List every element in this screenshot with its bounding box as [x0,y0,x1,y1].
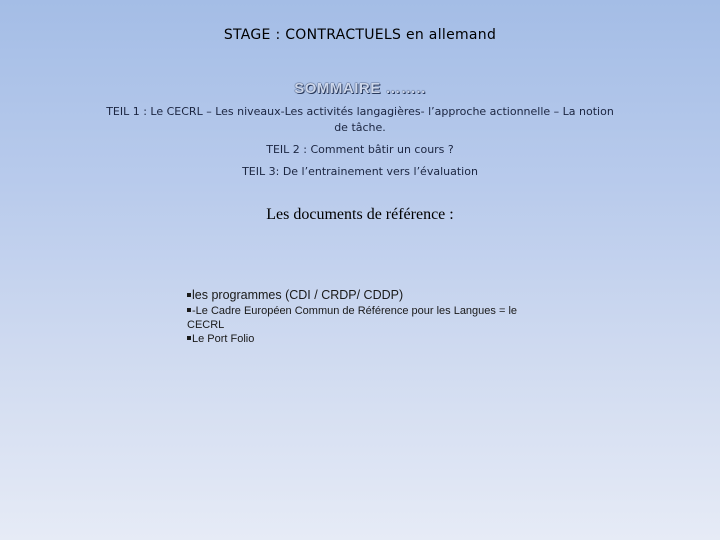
square-bullet-icon [187,293,191,297]
documents-heading: Les documents de référence : [266,206,454,223]
sommaire-heading: SOMMAIRE …….. [294,80,426,97]
slide-title: STAGE : CONTRACTUELS en allemand [223,27,497,43]
reference-text: Le Port Folio [192,333,255,345]
reference-text: -Le Cadre Européen Commun de Référence pour les Langues = le CECRL [187,305,518,331]
toc-item-teil-3: TEIL 3: De l’entrainement vers l’évaluation [242,165,478,178]
table-of-contents [100,104,620,180]
square-bullet-icon [187,336,191,340]
toc-item-teil-2: TEIL 2 : Comment bâtir un cours ? [266,143,454,156]
reference-item-cecrl [187,304,547,332]
reference-text: les programmes (CDI / CRDP/ CDDP) [192,288,404,302]
square-bullet-icon [187,308,191,312]
reference-list [187,287,547,346]
toc-item-teil-1: TEIL 1 : Le CECRL – Les niveaux-Les activités langagières- l’approche actionnelle – La notion de tâche. [106,105,614,134]
reference-item-programmes [187,287,547,303]
reference-item-portfolio [187,332,547,346]
